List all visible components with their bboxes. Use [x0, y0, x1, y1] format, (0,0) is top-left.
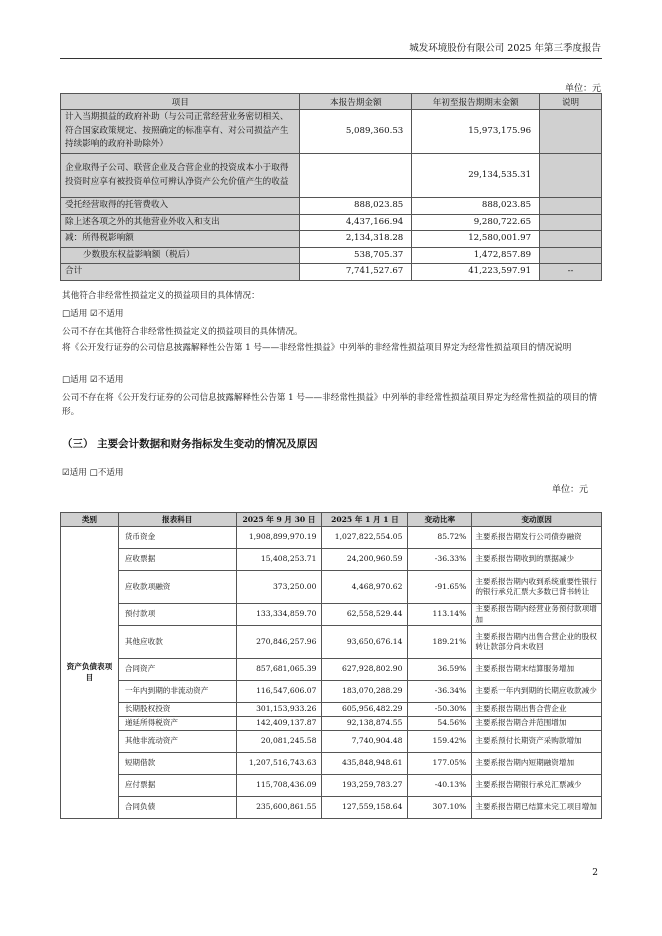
row-item: 减：所得税影响额	[61, 231, 300, 248]
row-item: 除上述各项之外的其他营业外收入和支出	[61, 214, 300, 231]
row-item: 合计	[61, 264, 300, 281]
table-row	[61, 549, 602, 571]
table-row	[61, 731, 602, 753]
section-title: （三） 主要会计数据和财务指标发生变动的情况及原因	[62, 438, 318, 450]
row-ytd: 41,223,597.91	[412, 264, 540, 281]
table-row	[61, 681, 602, 703]
row-item: 短期借款	[118, 753, 236, 775]
row-item: 合同资产	[118, 659, 236, 681]
row-change-rate: 113.14%	[408, 604, 472, 626]
row-item: 其他非流动资产	[118, 731, 236, 753]
row-value-jan1: 62,558,529.44	[322, 604, 408, 626]
row-current: 4,437,166.94	[300, 214, 412, 231]
row-reason: 主要系报告期内收到系统重要性银行的银行承兑汇票大多数已背书转让	[472, 571, 602, 604]
unit-label-2: 单位：元	[551, 485, 588, 495]
row-value-sep30: 116,547,606.07	[236, 681, 322, 703]
column-header: 变动比率	[408, 513, 472, 527]
row-change-rate: 177.05%	[408, 753, 472, 775]
row-change-rate: 54.56%	[408, 717, 472, 731]
balance-sheet-changes-table	[60, 512, 602, 819]
row-note	[540, 198, 602, 215]
row-reason: 主要系报告期发行公司债券融资	[472, 527, 602, 549]
row-value-jan1: 127,559,158.64	[322, 797, 408, 819]
row-value-sep30: 1,207,516,743.63	[236, 753, 322, 775]
paragraph: 其他符合非经常性损益定义的损益项目的具体情况：	[62, 291, 260, 301]
row-ytd: 15,973,175.96	[412, 110, 540, 154]
column-header: 说明	[540, 94, 602, 110]
row-value-jan1: 1,027,822,554.05	[322, 527, 408, 549]
table-row	[61, 659, 602, 681]
row-note	[540, 154, 602, 198]
row-item: 受托经营取得的托管费收入	[61, 198, 300, 215]
row-item: 其他应收款	[118, 626, 236, 659]
column-header: 2025 年 9 月 30 日	[236, 513, 322, 527]
row-reason: 主要系报告期收到的票据减少	[472, 549, 602, 571]
row-value-jan1: 193,259,783.27	[322, 775, 408, 797]
row-item: 递延所得税资产	[118, 717, 236, 731]
row-ytd: 29,134,535.31	[412, 154, 540, 198]
column-header: 项目	[61, 94, 300, 110]
row-current: 2,134,318.28	[300, 231, 412, 248]
row-reason: 主要系报告期内短期融资增加	[472, 753, 602, 775]
table-row	[61, 604, 602, 626]
page-number: 2	[592, 868, 598, 878]
row-change-rate: 85.72%	[408, 527, 472, 549]
row-value-sep30: 301,153,933.26	[236, 703, 322, 717]
category-cell: 资产负债表项目	[61, 527, 119, 819]
column-header: 报表科目	[118, 513, 236, 527]
row-reason: 主要系报告期末结算服务增加	[472, 659, 602, 681]
row-change-rate: 189.21%	[408, 626, 472, 659]
row-item: 预付款项	[118, 604, 236, 626]
table-row	[61, 753, 602, 775]
row-reason: 主要系一年内到期的长期应收款减少	[472, 681, 602, 703]
table-row	[61, 247, 602, 264]
column-header: 本报告期金额	[300, 94, 412, 110]
row-reason: 主要系报告期已结算未完工项目增加	[472, 797, 602, 819]
row-item: 长期股权投资	[118, 703, 236, 717]
column-header: 变动原因	[472, 513, 602, 527]
row-note: --	[540, 264, 602, 281]
table-row	[61, 626, 602, 659]
row-reason: 主要系报告期出售合营企业	[472, 703, 602, 717]
table-row	[61, 198, 602, 215]
row-reason: 主要系报告期银行承兑汇票减少	[472, 775, 602, 797]
row-value-jan1: 92,138,874.55	[322, 717, 408, 731]
row-reason: 主要系报告期合并范围增加	[472, 717, 602, 731]
table-row	[61, 717, 602, 731]
row-value-jan1: 605,956,482.29	[322, 703, 408, 717]
row-item: 少数股东权益影响额（税后）	[61, 247, 300, 264]
row-value-jan1: 24,200,960.59	[322, 549, 408, 571]
row-current	[300, 154, 412, 198]
row-value-jan1: 93,650,676.14	[322, 626, 408, 659]
row-value-sep30: 235,600,861.55	[236, 797, 322, 819]
applicability-note: ☑适用 □不适用	[62, 468, 124, 478]
column-header: 年初至报告期期末金额	[412, 94, 540, 110]
unit-label-1: 单位：元	[564, 84, 601, 94]
row-change-rate: -36.33%	[408, 549, 472, 571]
row-value-jan1: 183,070,288.29	[322, 681, 408, 703]
row-change-rate: -40.13%	[408, 775, 472, 797]
row-item: 货币资金	[118, 527, 236, 549]
row-current: 5,089,360.53	[300, 110, 412, 154]
table-row	[61, 110, 602, 154]
row-change-rate: 307.10%	[408, 797, 472, 819]
row-change-rate: 36.59%	[408, 659, 472, 681]
row-ytd: 888,023.85	[412, 198, 540, 215]
row-item: 应收款项融资	[118, 571, 236, 604]
table-row	[61, 775, 602, 797]
row-note	[540, 247, 602, 264]
column-header: 类别	[61, 513, 119, 527]
row-note	[540, 214, 602, 231]
non-recurring-items-table	[60, 93, 602, 281]
table-total-row	[61, 264, 602, 281]
row-value-sep30: 270,846,257.96	[236, 626, 322, 659]
table-row	[61, 214, 602, 231]
row-value-jan1: 7,740,904.48	[322, 731, 408, 753]
row-current: 538,705.37	[300, 247, 412, 264]
applicability-note: □适用 ☑不适用	[62, 309, 124, 319]
row-value-jan1: 4,468,970.62	[322, 571, 408, 604]
row-reason: 主要系报告期内出售合营企业的股权转让款部分尚未收回	[472, 626, 602, 659]
row-note	[540, 110, 602, 154]
applicability-note: □适用 ☑不适用	[62, 375, 124, 385]
row-value-jan1: 435,848,948.61	[322, 753, 408, 775]
row-reason: 主要系报告期内经营业务预付款项增加	[472, 604, 602, 626]
row-value-sep30: 20,081,245.58	[236, 731, 322, 753]
table-row	[61, 231, 602, 248]
row-value-sep30: 857,681,065.39	[236, 659, 322, 681]
row-item: 合同负债	[118, 797, 236, 819]
row-value-sep30: 373,250.00	[236, 571, 322, 604]
row-change-rate: 159.42%	[408, 731, 472, 753]
row-item: 一年内到期的非流动资产	[118, 681, 236, 703]
table-header-row	[61, 94, 602, 110]
row-value-sep30: 115,708,436.09	[236, 775, 322, 797]
row-change-rate: -50.30%	[408, 703, 472, 717]
row-item: 应付票据	[118, 775, 236, 797]
table-row	[61, 797, 602, 819]
paragraph: 公司不存在其他符合非经常性损益定义的损益项目的具体情况。	[62, 327, 303, 337]
row-note	[540, 231, 602, 248]
row-reason: 主要系预付长期资产采购款增加	[472, 731, 602, 753]
row-current: 7,741,527.67	[300, 264, 412, 281]
row-value-sep30: 15,408,253.71	[236, 549, 322, 571]
header-divider	[60, 58, 602, 59]
row-ytd: 12,580,001.97	[412, 231, 540, 248]
report-header: 城发环境股份有限公司 2025 年第三季度报告	[409, 43, 601, 54]
table-header-row	[61, 513, 602, 527]
table-row	[61, 154, 602, 198]
paragraph: 将《公开发行证券的公司信息披露解释性公告第 1 号——非经常性损益》中列举的非经常性损益项目界定为经常性损益项目的情况说明	[62, 343, 572, 353]
column-header: 2025 年 1 月 1 日	[322, 513, 408, 527]
table-row	[61, 527, 602, 549]
paragraph: 公司不存在将《公开发行证券的公司信息披露解释性公告第 1 号——非经常性损益》中列举的非经常性损益项目界定为经常性损益的项目的情形。	[62, 393, 598, 417]
row-change-rate: -36.34%	[408, 681, 472, 703]
row-ytd: 1,472,857.89	[412, 247, 540, 264]
table-row	[61, 571, 602, 604]
row-current: 888,023.85	[300, 198, 412, 215]
row-item: 企业取得子公司、联营企业及合营企业的投资成本小于取得投资时应享有被投资单位可辨认净资产公允价值产生的收益	[61, 154, 300, 198]
row-ytd: 9,280,722.65	[412, 214, 540, 231]
row-item: 计入当期损益的政府补助（与公司正常经营业务密切相关、符合国家政策规定、按照确定的标准享有、对公司损益产生持续影响的政府补助除外）	[61, 110, 300, 154]
row-item: 应收票据	[118, 549, 236, 571]
row-value-sep30: 133,334,859.70	[236, 604, 322, 626]
row-change-rate: -91.65%	[408, 571, 472, 604]
table-row	[61, 703, 602, 717]
row-value-sep30: 1,908,899,970.19	[236, 527, 322, 549]
row-value-sep30: 142,409,137.87	[236, 717, 322, 731]
row-value-jan1: 627,928,802.90	[322, 659, 408, 681]
